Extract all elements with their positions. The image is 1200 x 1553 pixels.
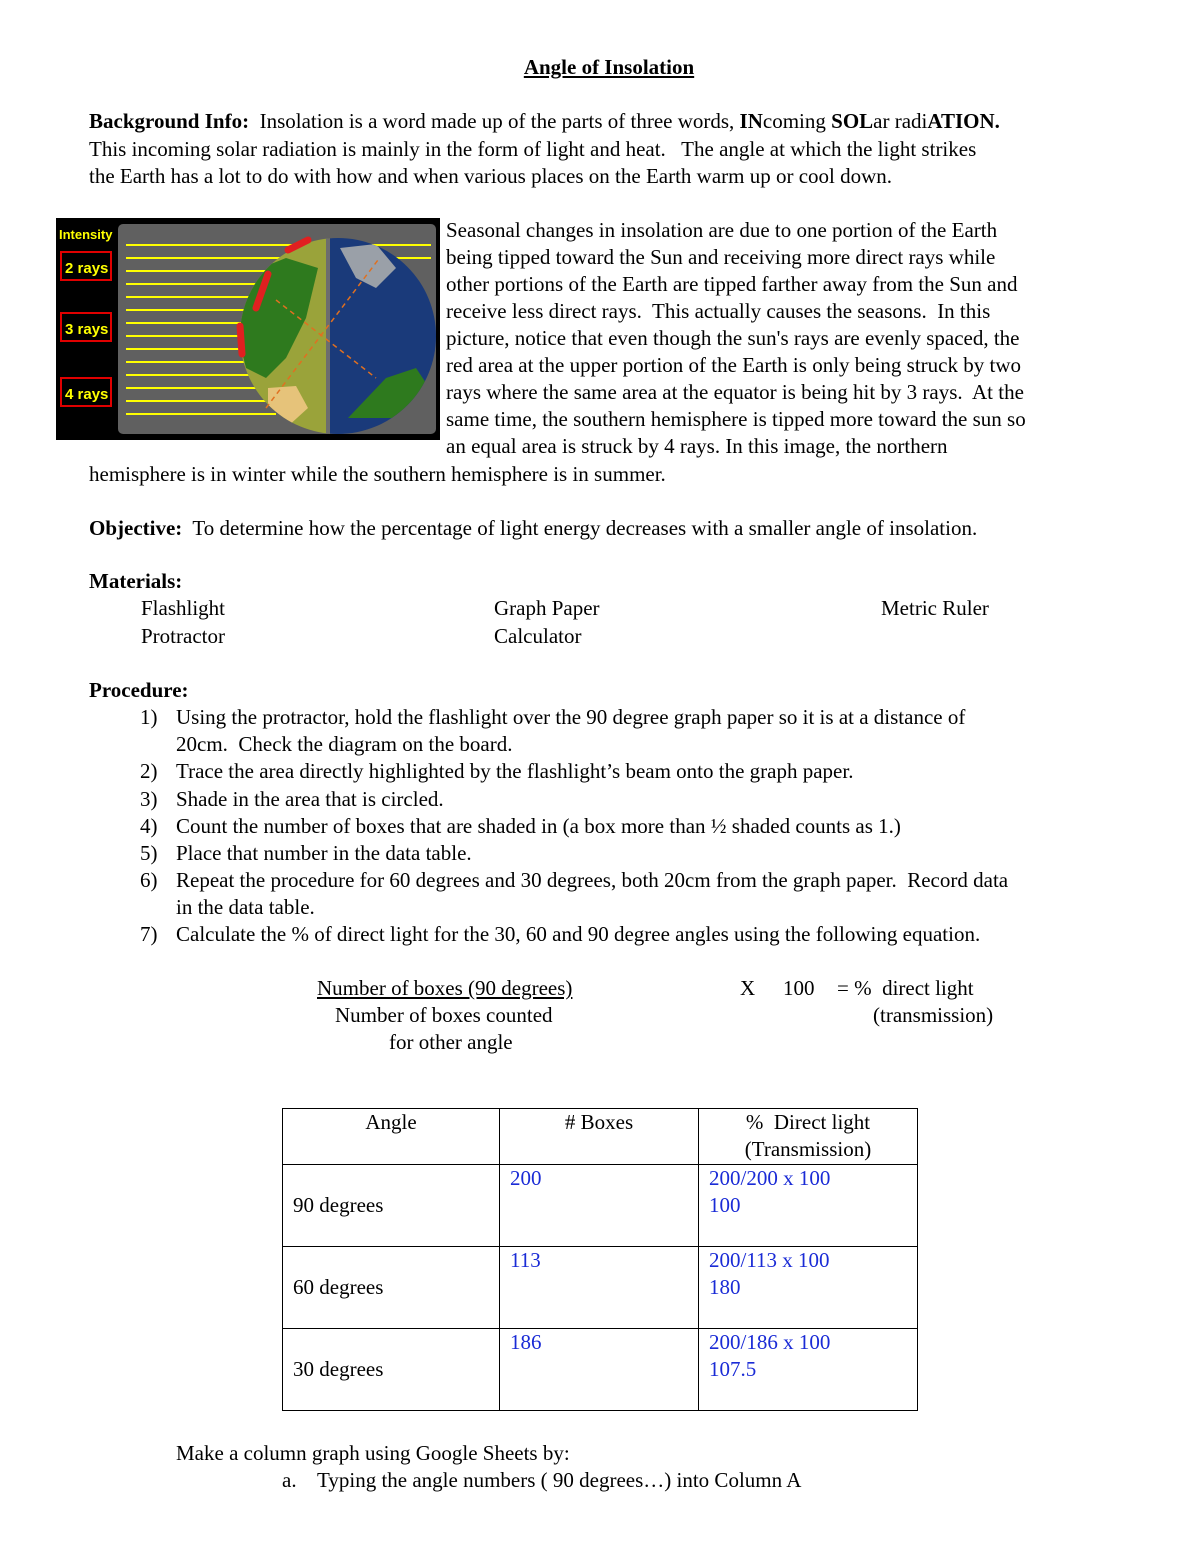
cell-angle: 60 degrees [283, 1247, 500, 1329]
cell-percent: 200/186 x 100 107.5 [699, 1329, 918, 1411]
seasonal-line: receive less direct rays. This actually causes the seasons. In this [446, 299, 991, 323]
seasonal-line: other portions of the Earth are tipped farther away from the Sun and [446, 272, 1018, 296]
equation-times: X [740, 976, 756, 1000]
step-text: Calculate the % of direct light for the 30, 60 and 90 degree angles using the following equation. [176, 922, 981, 946]
seasonal-line: picture, notice that even though the sun's rays are evenly spaced, the [446, 326, 1020, 350]
step-number: 2) [140, 759, 158, 783]
seasonal-line: same time, the southern hemisphere is tipped more toward the sun so [446, 407, 1026, 431]
equation-numerator: Number of boxes (90 degrees) [317, 976, 573, 1000]
step-text: Trace the area directly highlighted by the flashlight’s beam onto the graph paper. [176, 759, 854, 783]
procedure-heading: Procedure: [89, 678, 189, 702]
material-item: Graph Paper [494, 596, 600, 620]
equation-hundred: 100 [783, 976, 815, 1000]
coming-text: coming [762, 109, 826, 133]
table-row [283, 1247, 918, 1329]
graph-intro: Make a column graph using Google Sheets by: [176, 1441, 570, 1465]
objective-text: To determine how the percentage of light energy decreases with a smaller angle of insolation. [192, 516, 978, 540]
seasonal-line: red area at the upper portion of the Earth is only being struck by two [446, 353, 1021, 377]
cell-percent: 200/200 x 100 100 [699, 1165, 918, 1247]
material-item: Calculator [494, 624, 582, 648]
ray-label-4: 4 rays [65, 386, 109, 403]
seasonal-line: an equal area is struck by 4 rays. In this image, the northern [446, 434, 948, 458]
step-a-label: a. [282, 1468, 297, 1492]
step-text: Shade in the area that is circled. [176, 787, 444, 811]
material-item: Protractor [141, 624, 225, 648]
data-table [282, 1108, 918, 1411]
in-bold: IN [739, 109, 763, 133]
step-text: in the data table. [176, 895, 315, 919]
step-number: 4) [140, 814, 158, 838]
background-line-2: This incoming solar radiation is mainly in the form of light and heat. The angle at which the light strikes [89, 137, 977, 161]
intensity-label: Intensity [59, 227, 113, 242]
objective-heading: Objective: [89, 516, 183, 540]
table-row [283, 1329, 918, 1411]
equation-denominator-2: for other angle [389, 1030, 513, 1054]
seasonal-line: rays where the same area at the equator is being hit by 3 rays. At the [446, 380, 1024, 404]
header-boxes: # Boxes [500, 1109, 699, 1165]
cell-percent: 200/113 x 100 180 [699, 1247, 918, 1329]
material-item: Flashlight [141, 596, 226, 620]
ray-label-2: 2 rays [65, 260, 109, 277]
cell-boxes: 200 [500, 1165, 699, 1247]
step-text: 20cm. Check the diagram on the board. [176, 732, 513, 756]
step-text: Using the protractor, hold the flashlight over the 90 degree graph paper so it is at a distance of [176, 705, 966, 729]
equation-denominator: Number of boxes counted [335, 1003, 553, 1027]
equation-transmission: (transmission) [873, 1003, 994, 1027]
background-text: Insolation is a word made up of the parts of three words, [259, 109, 735, 133]
header-angle: Angle [283, 1109, 500, 1165]
material-item: Metric Ruler [881, 596, 989, 620]
cell-boxes: 113 [500, 1247, 699, 1329]
step-text: Repeat the procedure for 60 degrees and 30 degrees, both 20cm from the graph paper. Record data [176, 868, 1009, 892]
step-number: 1) [140, 705, 158, 729]
step-number: 7) [140, 922, 158, 946]
sol-bold: SOL [831, 109, 874, 133]
step-a-text: Typing the angle numbers ( 90 degrees…) into Column A [317, 1468, 802, 1492]
table-header-row [283, 1109, 918, 1165]
ray-label-3: 3 rays [65, 321, 109, 338]
table-row [283, 1165, 918, 1247]
step-number: 6) [140, 868, 158, 892]
ation-bold: ATION. [927, 109, 1000, 133]
cell-angle: 90 degrees [283, 1165, 500, 1247]
background-line-3: the Earth has a lot to do with how and when various places on the Earth warm up or cool down. [89, 164, 893, 188]
header-direct-light: % Direct light (Transmission) [699, 1109, 918, 1165]
earth-rays-diagram [56, 218, 440, 440]
background-line-1 [89, 108, 1000, 135]
seasonal-last-line: hemisphere is in winter while the southern hemisphere is in summer. [89, 462, 666, 486]
materials-heading: Materials: [89, 569, 183, 593]
step-number: 3) [140, 787, 158, 811]
seasonal-line: Seasonal changes in insolation are due to one portion of the Earth [446, 218, 998, 242]
step-number: 5) [140, 841, 158, 865]
page-title: Angle of Insolation [523, 55, 695, 79]
equation-equals: = % direct light [837, 976, 974, 1000]
objective [89, 515, 977, 542]
step-text: Count the number of boxes that are shaded in (a box more than ½ shaded counts as 1.) [176, 814, 901, 838]
ar-radi-text: ar radi [873, 109, 928, 133]
cell-boxes: 186 [500, 1329, 699, 1411]
background-heading: Background Info: [89, 109, 250, 133]
step-text: Place that number in the data table. [176, 841, 472, 865]
seasonal-line: being tipped toward the Sun and receiving more direct rays while [446, 245, 996, 269]
insolation-figure [56, 218, 440, 440]
cell-angle: 30 degrees [283, 1329, 500, 1411]
